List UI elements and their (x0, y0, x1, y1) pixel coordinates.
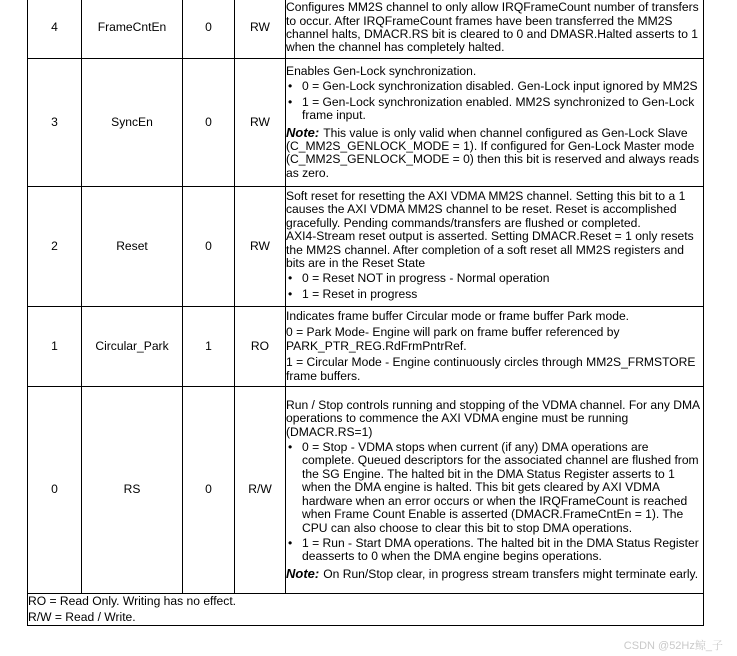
default-value: 0 (183, 187, 235, 307)
table-row (28, 387, 704, 594)
default-value: 0 (183, 59, 235, 187)
bit-number: 2 (28, 187, 82, 307)
access-type: RW (235, 0, 286, 59)
description-text: Configures MM2S channel to only allow IRQFrameCount number of transfers to occur. After IRQFrameCount frames have been transferred the MM2S channel halts, DMACR.RS bit is cleared to 0 and DMASR.Halted asserts to 1 when the channel has completely halted. (286, 0, 699, 55)
list-item: • 1 = Reset in progress (302, 288, 703, 301)
field-name: Reset (82, 187, 183, 307)
register-bit-table (27, 0, 704, 626)
access-type: RW (235, 59, 286, 187)
list-item: • 0 = Reset NOT in progress - Normal operation (302, 272, 703, 285)
footnote-line: RO = Read Only. Writing has no effect. (28, 594, 237, 608)
table-row (28, 307, 704, 387)
table-row (28, 187, 704, 307)
note-label: Note: (286, 565, 320, 581)
description-cell (286, 0, 704, 59)
description-cell (286, 387, 704, 594)
table-row (28, 59, 704, 187)
default-value: 0 (183, 387, 235, 594)
field-name: Circular_Park (82, 307, 183, 387)
field-name: RS (82, 387, 183, 594)
bit-number: 0 (28, 387, 82, 594)
description-text: Run / Stop controls running and stopping of the VDMA channel. For any DMA operations to commence the AXI VDMA engine must be running (DMACR.RS=1) (286, 397, 700, 439)
footnote-line: R/W = Read / Write. (28, 609, 136, 624)
default-value: 1 (183, 307, 235, 387)
access-type: RW (235, 187, 286, 307)
field-name: FrameCntEn (82, 0, 183, 59)
bit-number: 1 (28, 307, 82, 387)
note-text: This value is only valid when channel configured as Gen-Lock Slave (C_MM2S_GENLOCK_MODE = 1). If configured for Gen-Lock Master mode (C_MM2S_GENLOCK_MODE = 0) then this bit is reserved and always reads as zero. (286, 125, 700, 180)
bullet-list (286, 80, 703, 122)
description-cell (286, 307, 704, 387)
default-value: 0 (183, 0, 235, 59)
list-item: • 1 = Run - Start DMA operations. The halted bit in the DMA Status Register deasserts to 0 when the DMA engine begins operations. (302, 537, 703, 564)
description-cell (286, 187, 704, 307)
note (286, 126, 703, 181)
description-text-2: AXI4-Stream reset output is asserted. Setting DMACR.Reset = 1 only resets the MM2S channel. After completion of a soft reset all MM2S registers and bits are in the Reset State (286, 229, 694, 270)
bit-number: 4 (28, 0, 82, 59)
table-row (28, 0, 704, 59)
list-item: • 0 = Stop - VDMA stops when current (if any) DMA operations are complete. Queued descriptors for the associated channel are flushed from the SG Engine. The halted bit in the DMA Status Register asserts to 1 when the DMA engine is halted. This bit gets cleared by AXI VDMA hardware when an error occurs or when the IRQFrameCount is reached when Frame Count Enable is asserted (DMACR.FrameCntEn = 1). The CPU can also choose to clear this bit to stop DMA operations. (302, 441, 703, 535)
description-text: Enables Gen-Lock synchronization. (286, 63, 477, 78)
description-text: Soft reset for resetting the AXI VDMA MM2S channel. Setting this bit to a 1 causes the AXI VDMA MM2S channel to be reset. Reset is accomplished gracefully. Pending commands/transfers are flushed or completed. (286, 188, 686, 230)
access-type: R/W (235, 387, 286, 594)
description-cell (286, 59, 704, 187)
description-text-3: 1 = Circular Mode - Engine continuously circles through MM2S_FRMSTORE frame buffers. (286, 355, 696, 383)
footnote-row (28, 594, 704, 626)
footnote-cell (28, 594, 704, 626)
list-item: • 0 = Gen-Lock synchronization disabled. Gen-Lock input ignored by MM2S (302, 80, 703, 93)
note-label: Note: (286, 124, 320, 140)
list-item: • 1 = Gen-Lock synchronization enabled. MM2S synchronized to Gen-Lock frame input. (302, 96, 703, 123)
watermark: CSDN @52Hz鲸_子 (623, 640, 723, 652)
access-type: RO (235, 307, 286, 387)
note-text: On Run/Stop clear, in progress stream transfers might terminate early. (323, 566, 699, 581)
description-text-2: 0 = Park Mode- Engine will park on frame buffer referenced by PARK_PTR_REG.RdFrmPntrRef. (286, 325, 620, 353)
bit-number: 3 (28, 59, 82, 187)
description-text: Indicates frame buffer Circular mode or frame buffer Park mode. (286, 308, 630, 323)
note (286, 567, 703, 581)
bullet-list (286, 272, 703, 301)
bullet-list (286, 441, 703, 564)
field-name: SyncEn (82, 59, 183, 187)
